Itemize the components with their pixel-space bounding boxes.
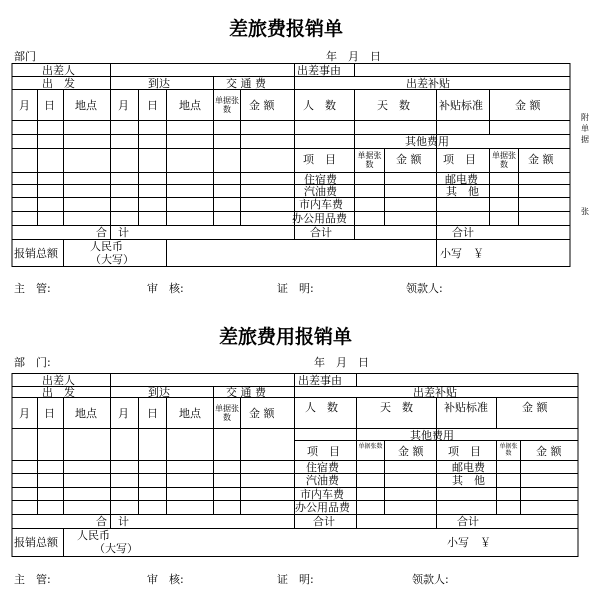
form-1-col-day: 日 (44, 99, 55, 112)
form-1-rmb-label: 人民币 (90, 240, 123, 253)
form-1-receipt-label-2: 单据张数 (357, 151, 382, 169)
form-2-xiaoxie-label: 小写 ￥ (447, 536, 491, 549)
form-2-col-amount: 金 额 (249, 407, 275, 420)
form-1-item-label: 项 目 (303, 153, 336, 166)
form-2-allowance-label: 出差补贴 (413, 386, 457, 399)
form-1-other-label: 其他费用 (405, 135, 449, 148)
form-2-title: 差旅费用报销单 (219, 326, 353, 348)
form-1-allowance-label: 出差补贴 (406, 77, 450, 90)
form-2-col-days: 天 数 (380, 401, 413, 414)
form-2-item-lodging: 住宿费 (306, 461, 339, 474)
form-2-other-label: 其他费用 (410, 429, 454, 442)
form-1-purpose-label: 出差事由 (297, 64, 341, 77)
form-2-col-amount-2: 金 额 (522, 401, 548, 414)
form-1-col-days: 天 数 (377, 99, 410, 112)
form-1-sign-witness: 证 明: (277, 282, 314, 295)
form-1-item-fuel: 汽油费 (304, 185, 337, 198)
form-2-depart-label: 出 发 (42, 386, 75, 399)
form-1-arrive-label: 到达 (148, 77, 170, 90)
form-1-col-amount-2: 金 额 (515, 99, 541, 112)
form-2-traveler-label: 出差人 (42, 374, 75, 387)
form-2-item-office-supplies: 办公用品费 (295, 501, 350, 514)
form-1-item-postage: 邮电费 (445, 173, 478, 186)
form-1-transport-label: 交 通 费 (226, 77, 266, 90)
form-1-attach-label: 附单据 (581, 113, 589, 144)
form-1-traveler-label: 出差人 (42, 64, 75, 77)
form-2-sign-payee: 领款人: (412, 573, 449, 586)
form-2-receipt-label-3: 单据张数 (499, 443, 518, 457)
form-2-col-place-2: 地点 (179, 407, 201, 420)
form-2-item-fuel: 汽油费 (306, 474, 339, 487)
form-1-receipt-label-3: 单据张数 (492, 151, 516, 169)
form-2-col-day-2: 日 (147, 407, 158, 420)
form-1-col-place: 地点 (75, 99, 97, 112)
form-1-total-label: 合 计 (96, 226, 129, 239)
form-1-sum-label-2: 合计 (452, 226, 474, 239)
form-2-dept-label: 部 门: (14, 356, 51, 369)
form-1-item-lodging: 住宿费 (304, 173, 337, 186)
form-2-date-label: 年 月 日 (314, 356, 369, 369)
form-2-sign-auditor: 审 核: (147, 573, 184, 586)
form-1-amount-label-3: 金 额 (528, 153, 554, 166)
form-2-reimb-label: 报销总额 (14, 536, 58, 549)
form-2-col-receipt: 单据张数 (215, 404, 239, 422)
form-2-amount-label-2: 金 额 (398, 445, 424, 458)
form-2-rmb-label: 人民币 (77, 529, 110, 542)
form-1-sign-payee: 领款人: (406, 282, 443, 295)
form-2-arrive-label: 到达 (148, 386, 170, 399)
form-2-sign-supervisor: 主 管: (14, 573, 51, 586)
form-2-item-label-2: 项 目 (448, 445, 481, 458)
form-2-col-standard: 补贴标准 (444, 401, 488, 414)
form-2-receipt-label-2: 单据张数 (358, 443, 383, 450)
form-1-reimb-label: 报销总额 (14, 247, 58, 260)
form-2-total-label: 合 计 (96, 515, 129, 528)
form-2-sum-label: 合计 (313, 515, 335, 528)
form-2-sum-label-2: 合计 (457, 515, 479, 528)
form-2-item-label: 项 目 (307, 445, 340, 458)
form-2-col-month: 月 (19, 407, 30, 420)
form-1-col-amount: 金 额 (249, 99, 275, 112)
form-1-amount-label-2: 金 额 (396, 153, 422, 166)
form-1-item-other: 其 他 (446, 185, 479, 198)
form-2-item-other: 其 他 (452, 474, 485, 487)
form-1-date-label: 年 月 日 (326, 50, 381, 63)
form-2-daxie-label: （大写） (94, 542, 138, 555)
form-1-sum-label: 合计 (310, 226, 332, 239)
form-1-sign-supervisor: 主 管: (14, 282, 51, 295)
form-1-depart-label: 出 发 (42, 77, 75, 90)
form-2-col-day: 日 (44, 407, 55, 420)
form-1-col-receipt: 单据张数 (215, 96, 239, 114)
form-1-col-day-2: 日 (147, 99, 158, 112)
form-1-zhang-label: 张 (581, 207, 589, 216)
form-2-transport-label: 交 通 费 (226, 386, 266, 399)
form-2-purpose-label: 出差事由 (298, 374, 342, 387)
form-1-title: 差旅费报销单 (229, 18, 344, 40)
form-1-col-month-2: 月 (118, 99, 129, 112)
form-2-col-place: 地点 (75, 407, 97, 420)
form-1-col-place-2: 地点 (179, 99, 201, 112)
form-1-item-local-transport: 市内车费 (299, 198, 343, 211)
form-1-sign-auditor: 审 核: (147, 282, 184, 295)
form-1-item-office-supplies: 办公用品费 (292, 212, 347, 225)
form-1-dept-label: 部门 (14, 50, 36, 63)
form-1-daxie-label: （大写） (90, 253, 134, 266)
form-2-sign-witness: 证 明: (277, 573, 314, 586)
form-2-item-postage: 邮电费 (452, 461, 485, 474)
form-1-item-label-2: 项 目 (443, 153, 476, 166)
form-1-xiaoxie-label: 小写 ￥ (440, 247, 484, 260)
form-2-col-month-2: 月 (118, 407, 129, 420)
form-2-amount-label-3: 金 额 (536, 445, 562, 458)
form-1-col-month: 月 (19, 99, 30, 112)
form-1-col-standard: 补贴标准 (439, 99, 483, 112)
form-2-col-persons: 人 数 (305, 401, 338, 414)
form-1-col-persons: 人 数 (303, 99, 336, 112)
form-2-item-local-transport: 市内车费 (300, 488, 344, 501)
